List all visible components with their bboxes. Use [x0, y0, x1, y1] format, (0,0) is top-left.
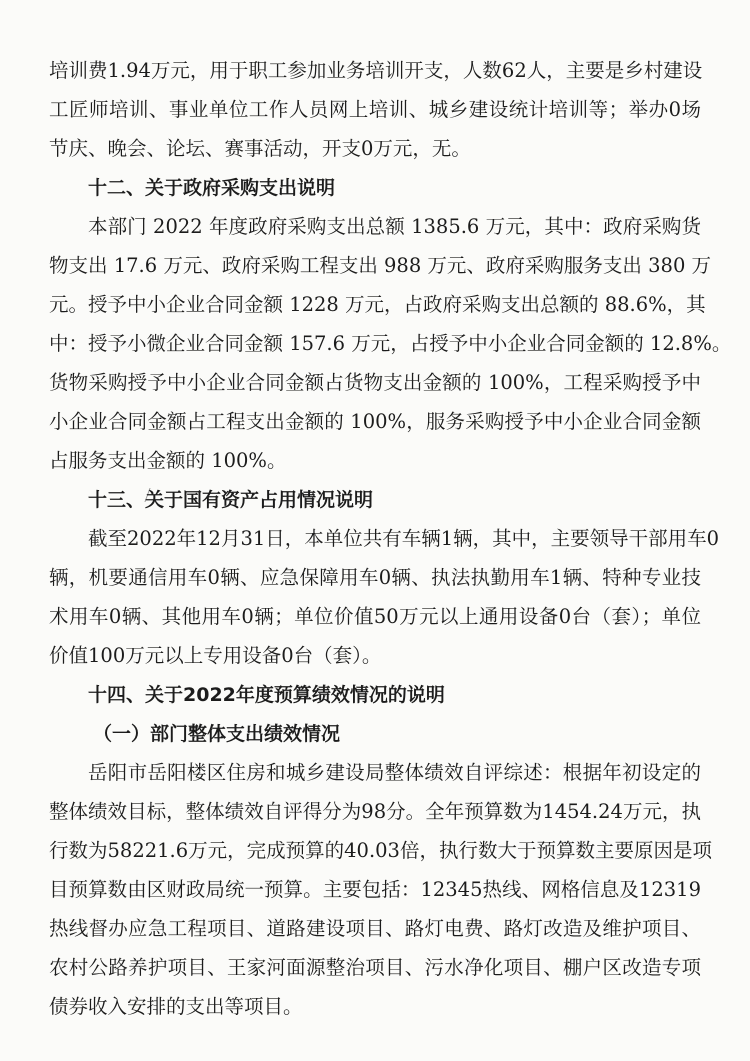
text-line: 目预算数由区财政局统一预算。主要包括：12345热线、网格信息及12319 — [49, 878, 701, 901]
text-line: 中：授予小微企业合同金额 157.6 万元，占授予中小企业合同金额的 12.8%。 — [49, 332, 732, 355]
section-heading-14: 十四、关于2022年度预算绩效情况的说明 — [88, 684, 445, 706]
text-line: 本部门 2022 年度政府采购支出总额 1385.6 万元，其中：政府采购货 — [88, 215, 701, 238]
text-line: 整体绩效目标，整体绩效自评得分为98分。全年预算数为1454.24万元，执 — [49, 800, 701, 823]
text-line: 培训费1.94万元，用于职工参加业务培训开支，人数62人，主要是乡村建设 — [49, 59, 703, 82]
text-line: 岳阳市岳阳楼区住房和城乡建设局整体绩效自评综述：根据年初设定的 — [88, 761, 701, 784]
text-line: 货物采购授予中小企业合同金额占货物支出金额的 100%，工程采购授予中 — [49, 371, 701, 394]
section-heading-12: 十二、关于政府采购支出说明 — [88, 177, 336, 199]
section-heading-13: 十三、关于国有资产占用情况说明 — [88, 489, 374, 511]
text-line: 价值100万元以上专用设备0台（套）。 — [49, 644, 382, 667]
text-line: 行数为58221.6万元，完成预算的40.03倍，执行数大于预算数主要原因是项 — [49, 839, 712, 862]
text-line: 截至2022年12月31日，本单位共有车辆1辆，其中，主要领导干部用车0 — [88, 527, 720, 550]
text-line: 元。授予中小企业合同金额 1228 万元，占政府采购支出总额的 88.6%，其 — [49, 293, 706, 316]
text-line: 热线督办应急工程项目、道路建设项目、路灯电费、路灯改造及维护项目、 — [49, 917, 701, 940]
text-line: 农村公路养护项目、王家河面源整治项目、污水净化项目、棚户区改造专项 — [49, 956, 701, 979]
text-line: 节庆、晚会、论坛、赛事活动，开支0万元，无。 — [49, 137, 471, 160]
text-line: 小企业合同金额占工程支出金额的 100%，服务采购授予中小企业合同金额 — [49, 410, 701, 433]
subsection-heading: （一）部门整体支出绩效情况 — [93, 723, 341, 745]
text-line: 术用车0辆、其他用车0辆；单位价值50万元以上通用设备0台（套）；单位 — [49, 605, 701, 628]
text-line: 辆，机要通信用车0辆、应急保障用车0辆、执法执勤用车1辆、特种专业技 — [49, 566, 701, 589]
text-line: 物支出 17.6 万元、政府采购工程支出 988 万元、政府采购服务支出 380 万 — [49, 254, 712, 277]
text-line: 占服务支出金额的 100%。 — [49, 449, 287, 472]
text-line: 债券收入安排的支出等项目。 — [49, 995, 303, 1018]
text-line: 工匠师培训、事业单位工作人员网上培训、城乡建设统计培训等；举办0场 — [49, 98, 701, 121]
